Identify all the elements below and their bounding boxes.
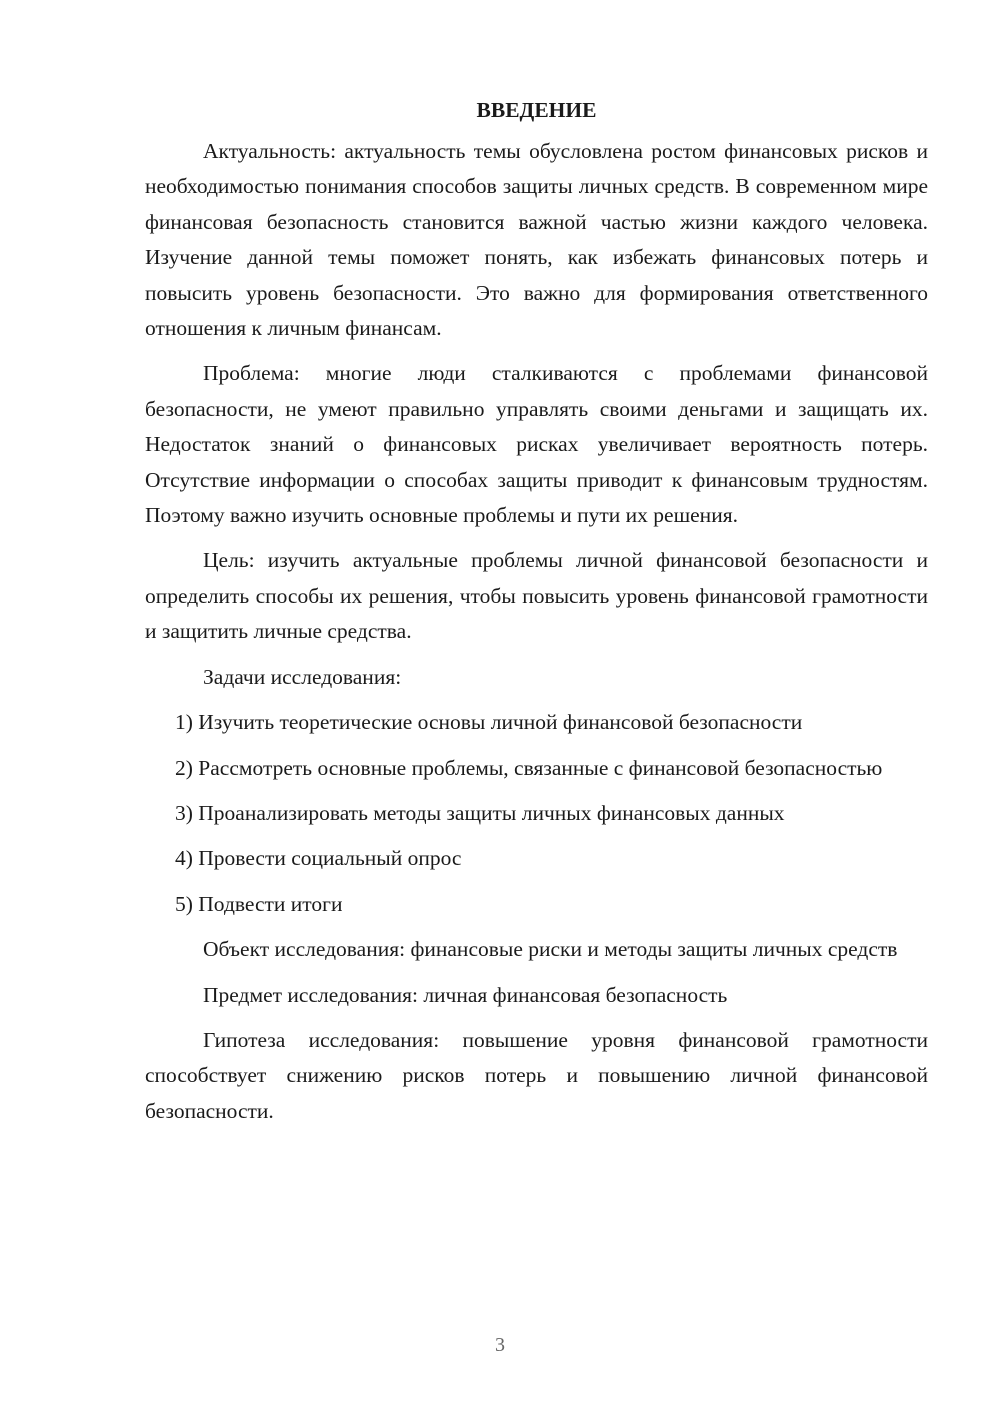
- paragraph-hypothesis: Гипотеза исследования: повышение уровня финансовой грамотности способствует снижению рисков потерь и повышению личной финансовой безопасности.: [145, 1027, 928, 1123]
- task-item: 1) Изучить теоретические основы личной финансовой безопасности: [175, 710, 803, 735]
- task-item: 2) Рассмотреть основные проблемы, связанные с финансовой безопасностью: [175, 755, 883, 780]
- paragraph-subject: Предмет исследования: личная финансовая безопасность: [203, 982, 728, 1007]
- paragraph-problem: Проблема: многие люди сталкиваются с проблемами финансовой безопасности, не умеют правильно управлять своими деньгами и защищать их. Недостаток знаний о финансовых рисках увеличивает вероятность потерь. Отсутствие информации о способах защиты приводит к финансовым трудностям. Поэтому важно изучить основные проблемы и пути их решения.: [145, 361, 928, 528]
- paragraph-tasks-heading: Задачи исследования:: [203, 664, 402, 689]
- paragraph-object: Объект исследования: финансовые риски и методы защиты личных средств: [203, 937, 898, 962]
- task-item: 5) Подвести итоги: [175, 891, 343, 916]
- task-item: 3) Проанализировать методы защиты личных финансовых данных: [175, 800, 785, 825]
- task-item: 4) Провести социальный опрос: [175, 846, 462, 871]
- paragraph-relevance: Актуальность: актуальность темы обусловлена ростом финансовых рисков и необходимостью понимания способов защиты личных средств. В современном мире финансовая безопасность становится важной частью жизни каждого человека. Изучение данной темы поможет понять, как избежать финансовых потерь и повысить уровень безопасности. Это важно для формирования ответственного отношения к личным финансам.: [145, 139, 928, 341]
- document-page: [145, 92, 928, 1139]
- page-number: 3: [495, 1334, 505, 1356]
- paragraph-goal: Цель: изучить актуальные проблемы личной финансовой безопасности и определить способы их решения, чтобы повысить уровень финансовой грамотности и защитить личные средства.: [145, 548, 928, 644]
- section-title: ВВЕДЕНИЕ: [476, 98, 597, 122]
